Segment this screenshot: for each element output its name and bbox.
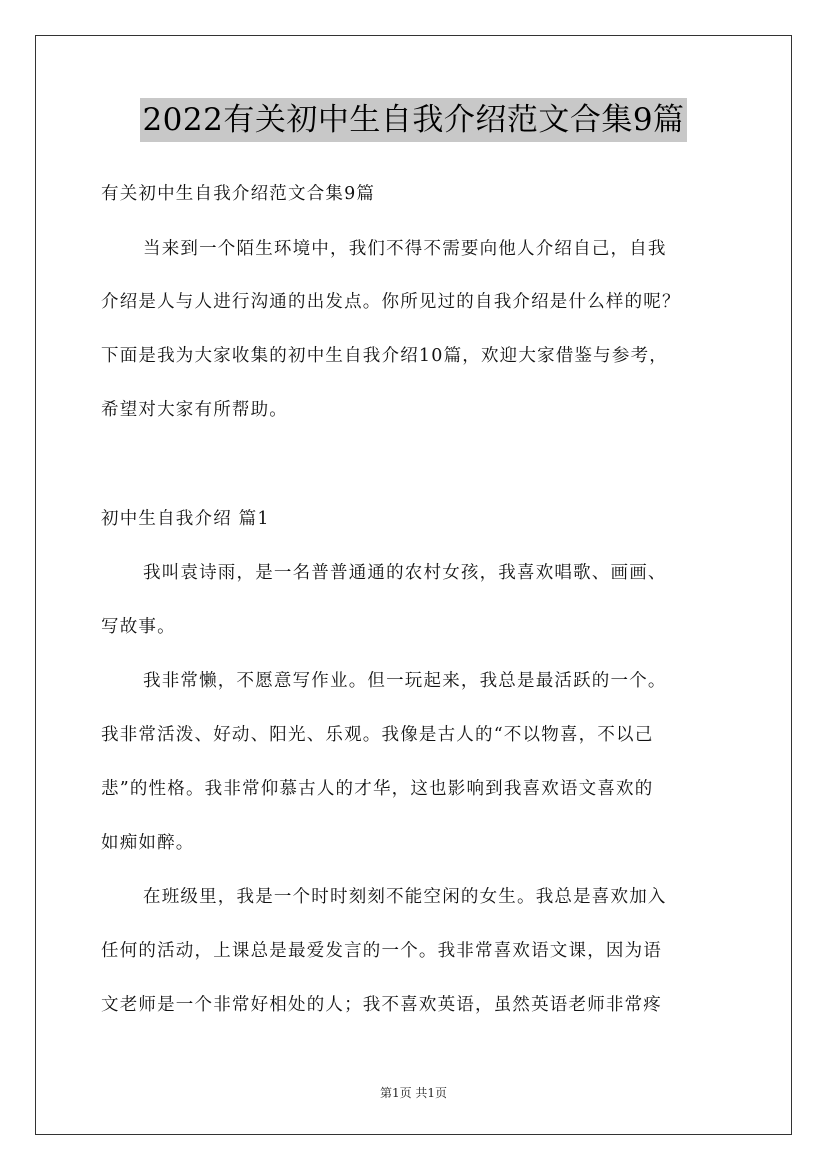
body-line-4: 我非常活泼、好动、阳光、乐观。我像是古人的“不以物喜，不以己: [101, 725, 654, 745]
body-line-3: 我非常懒，不愿意写作业。但一玩起来，我总是最活跃的一个。: [143, 671, 667, 691]
intro-line-1: 当来到一个陌生环境中，我们不得不需要向他人介绍自己，自我: [143, 239, 667, 259]
body-line-7: 在班级里，我是一个时时刻刻不能空闲的女生。我总是喜欢加入: [143, 887, 667, 907]
intro-line-4: 希望对大家有所帮助。: [101, 400, 288, 420]
body-line-8: 任何的活动，上课总是最爱发言的一个。我非常喜欢语文课，因为语: [101, 941, 662, 961]
intro-line-3: 下面是我为大家收集的初中生自我介绍10篇，欢迎大家借鉴与参考，: [101, 346, 668, 366]
subtitle: 有关初中生自我介绍范文合集9篇: [101, 184, 376, 204]
page-footer: 第1页 共1页: [379, 1086, 448, 1100]
body-line-1: 我叫袁诗雨，是一名普普通通的农村女孩，我喜欢唱歌、画画、: [143, 563, 667, 583]
body-line-6: 如痴如醉。: [101, 833, 195, 853]
document-title: 2022有关初中生自我介绍范文合集9篇: [140, 98, 686, 142]
intro-line-2: 介绍是人与人进行沟通的出发点。你所见过的自我介绍是什么样的呢？: [101, 292, 681, 312]
body-line-2: 写故事。: [101, 617, 176, 637]
body-line-5: 悲”的性格。我非常仰慕古人的才华，这也影响到我喜欢语文喜欢的: [101, 779, 654, 799]
body-line-9: 文老师是一个非常好相处的人；我不喜欢英语，虽然英语老师非常疼: [101, 995, 662, 1015]
title-container: [0, 98, 827, 142]
section-heading: 初中生自我介绍 篇1: [101, 509, 270, 529]
